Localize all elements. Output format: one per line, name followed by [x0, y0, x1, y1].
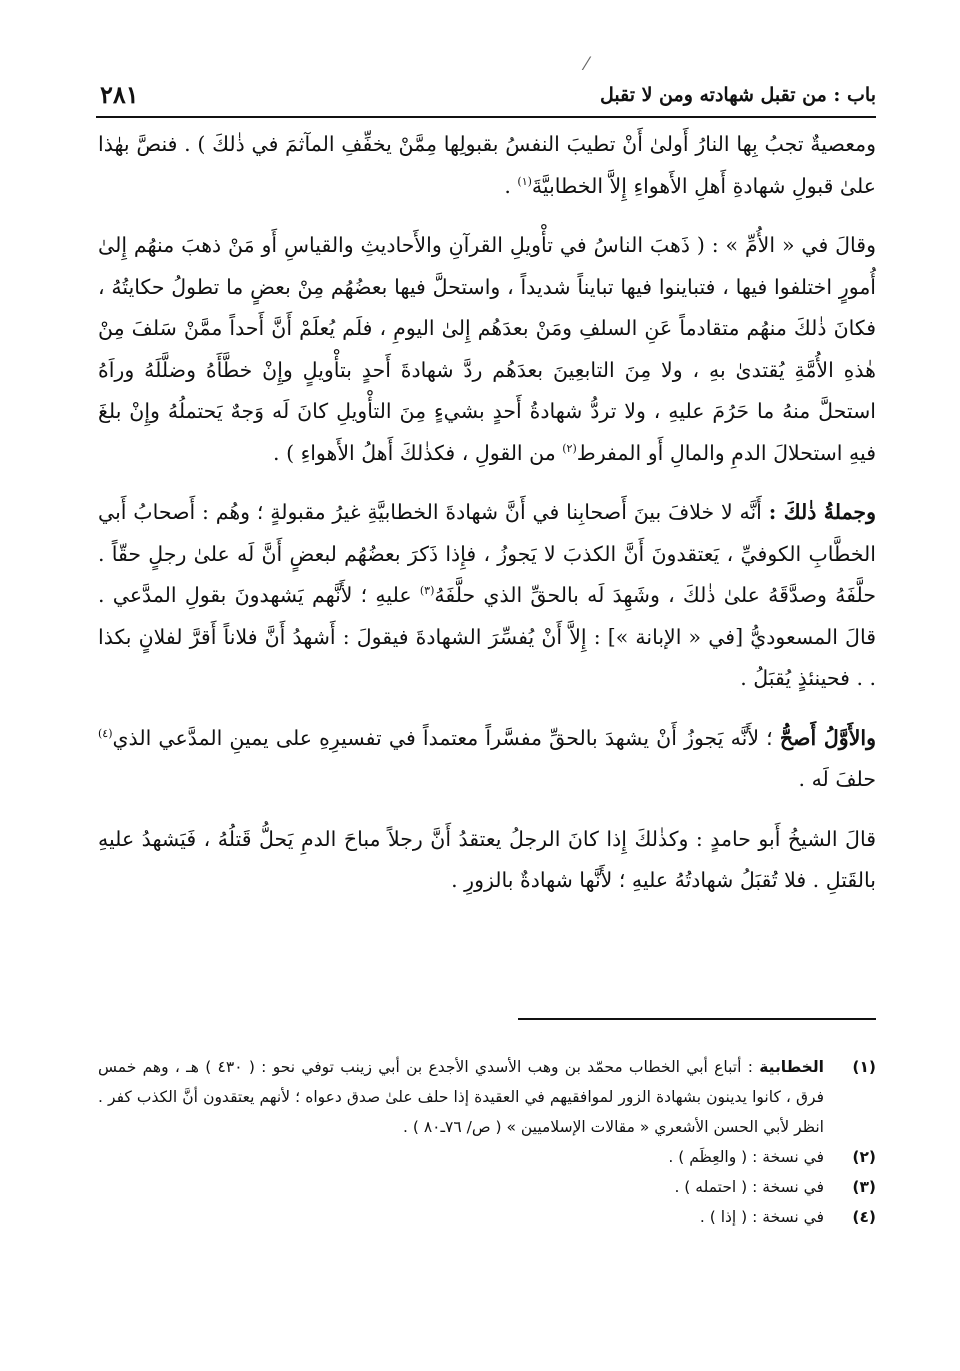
paragraph-text: ومعصيةٌ تجبُ بِها النارُ أَولىٰ أَنْ تطيبَ النفسُ بقبولِها مِمَّنْ يخفِّفِ المآثمَ في ذٰلكَ ) . فنصَّ بهٰذا علىٰ قبولِ شهادةِ أَهلِ الأَهواءِ إِلاَّ الخطابيَّةَ — [98, 132, 876, 198]
footnote-text: في نسخة : ( احتمله ) . — [674, 1178, 824, 1196]
paragraph-text: أَنَّه لا خلافَ بينَ أَصحابِنا في أَنَّ شهادةَ الخطابيَّةِ غيرُ مقبولةٍ ؛ وهُم : أَصحابُ أَبي الخطَّابِ الكوفيِّ ، يَعتقدونَ أَنَّ الكذبَ لا يَجوزُ ، فإِذا ذَكرَ بعضُهُم لبعضٍ أَنَّ لَه علىٰ رجلٍ حقّاً . حلَّفَهُ وصدَّقَهُ علىٰ ذٰلكَ ، وشَهِدَ لَه بالحقِّ الذي حلَّفَهُ — [98, 500, 876, 607]
footnote-text — [98, 1052, 824, 1142]
paragraph-lead: وجملةُ ذٰلكَ : — [768, 500, 876, 524]
paragraph-3 — [98, 492, 876, 700]
footnote-number: (٤) — [852, 1208, 876, 1226]
footnote-ref-1[interactable]: (١) — [517, 174, 532, 188]
footnote-4 — [98, 1202, 876, 1232]
header-rule — [96, 116, 876, 118]
paragraph-4 — [98, 718, 876, 801]
footnote-text: في نسخة : ( إذا ) . — [699, 1208, 824, 1226]
margin-pen-mark: ⁄ — [585, 54, 589, 75]
footnote-number: (٣) — [852, 1178, 876, 1196]
footnote-rule — [518, 1018, 876, 1020]
footnote-ref-3[interactable]: (٣) — [419, 584, 435, 598]
paragraph-text: وقالَ في « الأُمِّ » : ( ذَهبَ الناسُ في تأْويلِ القرآنِ والأَحاديثِ والقياسِ أَو مَنْ ذهبَ منهُم إِلىٰ أُمورٍ اختلفوا فيها ، فتباينوا فيها تبايناً شديداً ، واستحلَّ فيها بعضُهُم مِنْ بعضٍ ما تطولُ حكايتُهُ ، فكانَ ذٰلكَ منهُم متقادماً عَنِ السلفِ ومَنْ بعدَهُم إِلىٰ اليومِ ، فلَم يُعلَمْ أَنَّ أَحداً ممَّنْ سَلفَ مِنْ هٰذهِ الأُمَّةِ يُقتدىٰ بهِ ، ولا مِنَ التابعِينَ بعدَهُم ردَّ شهادةَ أَحدٍ بتأْويلٍ وإِنْ خطَّأَهُ وضلَّلَهُ وراَهُ استحلَّ منهُ ما حَرُمَ عليهِ ، ولا تردُّ شهادةُ أَحدٍ بشيءٍ مِنَ التأْويلِ كانَ لَه وَجهٌ يَحتملُهُ وإِنْ بلغَ فيهِ استحلالَ الدمِ والمالِ أَو المفرط — [98, 233, 876, 465]
footnote-3 — [98, 1172, 876, 1202]
paragraph-text: حلفَ لَه . — [798, 767, 876, 791]
paragraph-text: . — [504, 173, 518, 198]
footnote-number: (١) — [852, 1058, 876, 1076]
footnote-number: (٢) — [852, 1148, 876, 1166]
paragraph-2 — [98, 225, 876, 474]
paragraph-text: عليهِ ؛ لأَنَّهم يَشهدونَ بقولِ المدَّعي . قالَ المسعوديُّ [في « الإبانة »] : إِلاَّ أَنْ يُفسِّرَ الشهادةَ فيقولَ : أَشهدُ أَنَّ فلاناً أَقرَّ لفلانٍ بكذا . . فحينئذٍ يُقبَلُ . — [98, 583, 876, 690]
page-header — [100, 78, 876, 118]
footnote-text: في نسخة : ( والعِظَم ) . — [668, 1148, 824, 1166]
page-number: ٢٨١ — [100, 80, 139, 109]
footnote-body: : أتباع أبي الخطاب محمّد بن وهب الأسدي الأجدع بن أبي زينب توفي نحو : ( ٤٣٠ ) هـ ، وهم خمس فرق ، كانوا يدينون بشهادة الزور لموافقيهم في العقيدة إذا حلف علىٰ صدق دعواه ؛ لأنهم يعتقدون أنَّ الكذب كفر . انظر لأبي الحسن الأشعري « مقالات الإسلاميين » ( ص/ ٧٦ـ٨٠ ) . — [98, 1058, 824, 1136]
chapter-title: باب : من تقبل شهادته ومن لا تقبل — [599, 84, 876, 106]
paragraph-text: قالَ الشيخُ أَبو حامدٍ : وكذٰلكَ إِذا كانَ الرجلُ يعتقدُ أَنَّ رجلاً مباحَ الدمِ يَحلُّ قَتلُهُ ، فَيَشهدُ عليهِ بالقَتلِ . فلا تُقبَلُ شهادتُهُ عليهِ ؛ لأَنَّها شهادةٌ بالزورِ . — [98, 826, 876, 892]
paragraph-1 — [98, 124, 876, 207]
paragraph-text: ؛ لأَنَّه يَجوزُ أَنْ يشهدَ بالحقِّ مفسَّراً معتمداً في تفسيرِهِ على يمينِ المدَّعي الذي — [112, 725, 780, 750]
paragraph-lead: والأَوَّلُ أَصحُّ — [779, 725, 876, 750]
footnote-1 — [98, 1052, 876, 1142]
footnote-2 — [98, 1142, 876, 1172]
paragraph-text: من القولِ ، فكذٰلكَ أَهلُ الأَهواءِ ) . — [273, 440, 563, 465]
footnote-lead: الخطابية — [759, 1058, 824, 1076]
footnote-ref-4[interactable]: (٤) — [98, 726, 113, 740]
main-text — [98, 124, 876, 902]
paragraph-5 — [98, 819, 876, 902]
footnotes — [98, 1052, 876, 1232]
footnote-ref-2[interactable]: (٢) — [562, 441, 577, 455]
